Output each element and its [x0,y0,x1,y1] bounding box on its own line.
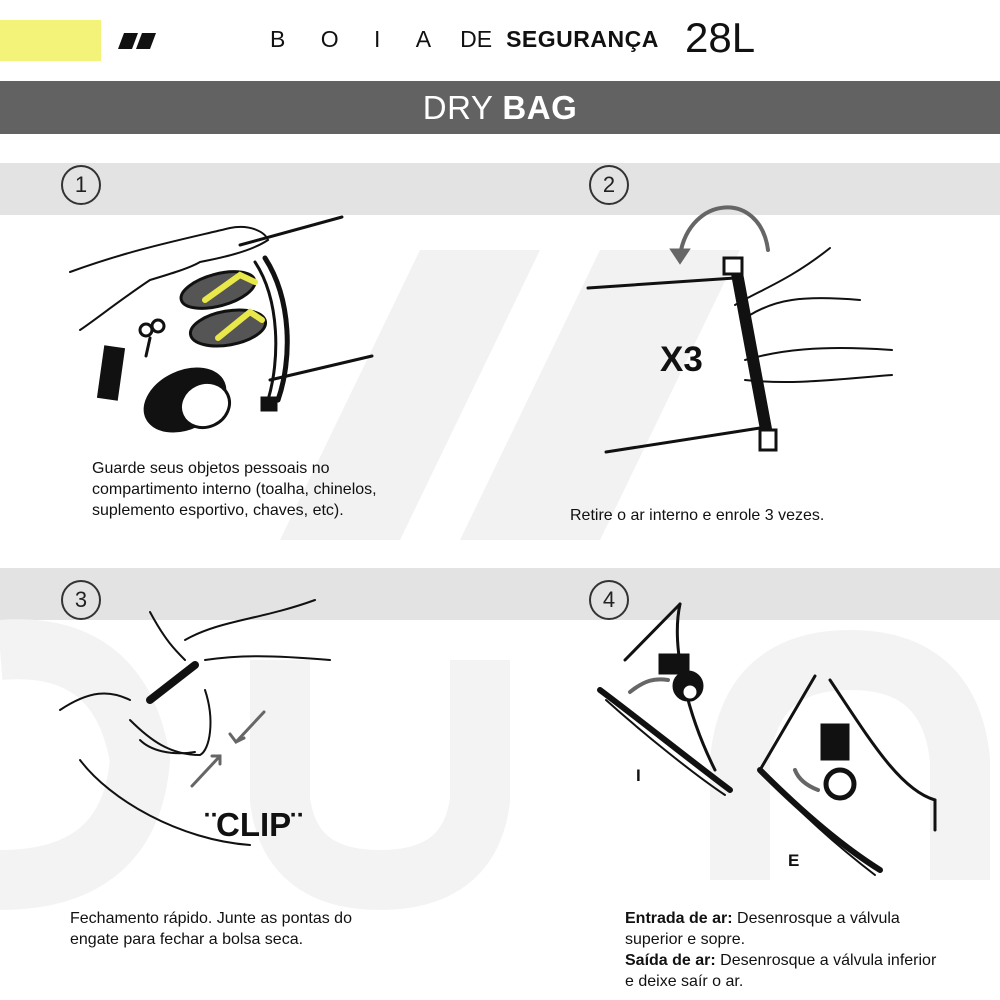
step4-illustration [600,604,935,875]
clip-label: ¨CLIP¨ [205,806,303,843]
step2-illustration [588,207,892,452]
step-number-1: 1 [61,165,101,205]
step1-illustration [70,217,372,443]
title-letter: B [270,26,286,52]
title-letter: A [415,26,432,52]
step4-caption [625,908,945,992]
entry-text: Desenrosque a válvula superior e sopre. [625,910,900,948]
exit-label: Saída de ar: [625,952,716,969]
exit-text: Desenrosque a válvula inferior e deixe saír o ar. [625,952,937,990]
title-letter: O [320,26,339,52]
entry-label: Entrada de ar: [625,910,733,927]
banner-light: DRY [422,89,493,126]
repeat-label: X3 [660,340,703,379]
step-number-4: 4 [589,580,629,620]
title-letter: I [374,26,381,52]
step-number-3: 3 [61,580,101,620]
step2-caption: Retire o ar interno e enrole 3 vezes. [570,507,825,524]
title-bold: SEGURANÇA [506,26,659,52]
capacity-label: 28L [685,14,756,61]
banner-bold: BAG [502,89,578,126]
step1-caption: Guarde seus objetos pessoais no compartimento interno (toalha, chinelos, suplemento esportivo, chaves, etc). [92,460,377,519]
step-number-2: 2 [589,165,629,205]
valve-out-label: E [788,851,800,870]
valve-in-label: I [636,766,641,785]
title-de: DE [460,26,493,52]
step3-caption: Fechamento rápido. Junte as pontas do engate para fechar a bolsa seca. [70,910,352,948]
